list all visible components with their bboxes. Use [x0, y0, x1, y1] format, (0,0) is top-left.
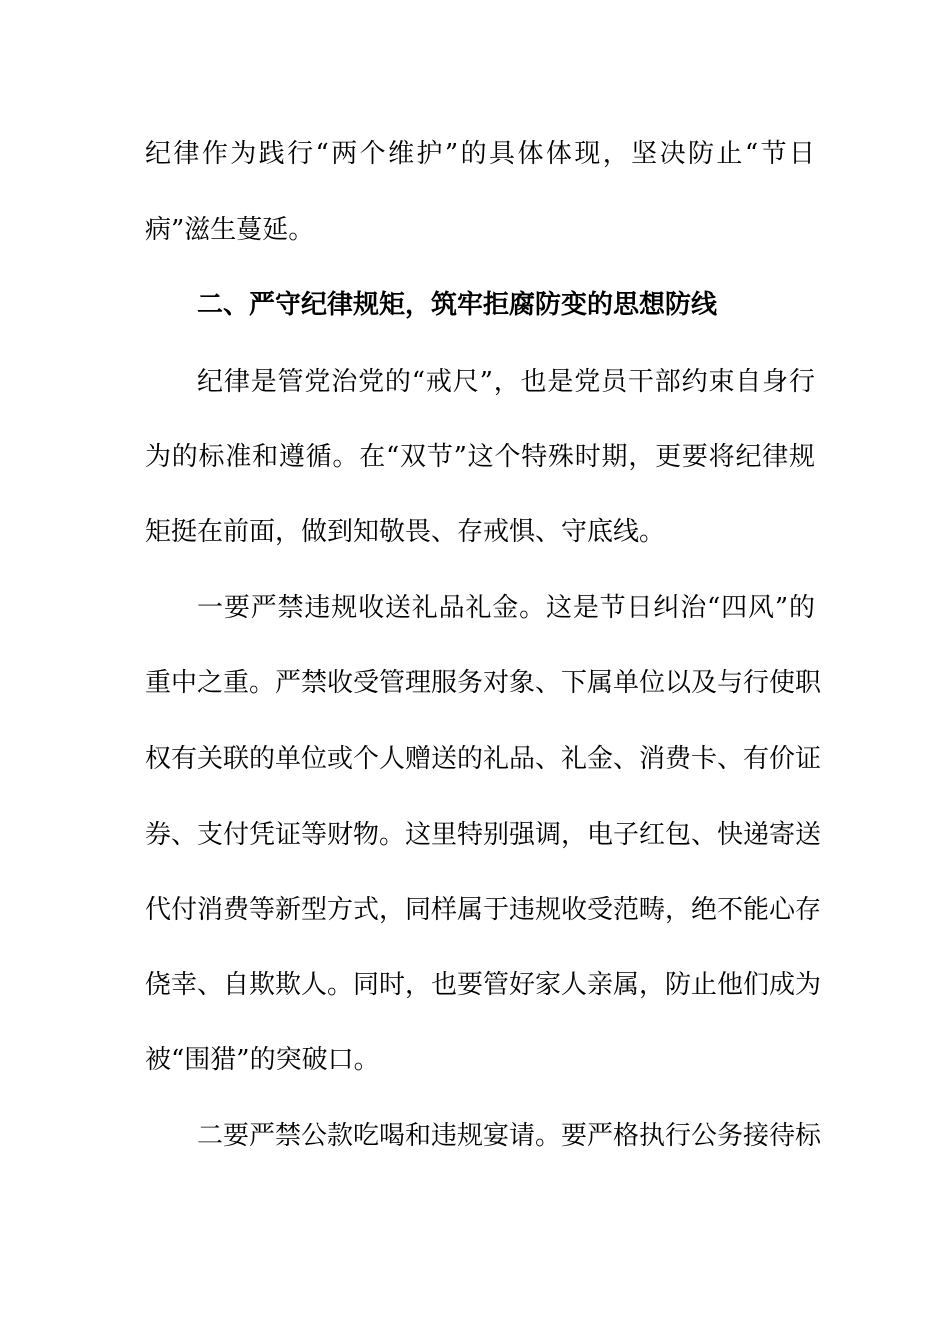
section-heading: 二、严守纪律规矩，筑牢拒腐防变的思想防线 [197, 290, 718, 320]
body-text-line: 重中之重。严禁收受管理服务对象、下属单位以及与行使职 [145, 668, 822, 698]
body-text-line: 权有关联的单位或个人赠送的礼品、礼金、消费卡、有价证 [145, 744, 822, 774]
body-text-line: 纪律作为践行“两个维护”的具体体现，坚决防止“节日 [145, 139, 815, 169]
body-text-line: 纪律是管党治党的“戒尺”，也是党员干部约束自身行 [197, 367, 815, 397]
body-text-line: 券、支付凭证等财物。这里特别强调，电子红包、快递寄送 [145, 820, 822, 850]
body-text-line: 矩挺在前面，做到知敬畏、存戒惧、守底线。 [145, 517, 666, 547]
body-text-line: 二要严禁公款吃喝和违规宴请。要严格执行公务接待标 [197, 1121, 822, 1151]
body-text-line: 病”滋生蔓延。 [145, 215, 315, 245]
body-text-line: 代付消费等新型方式，同样属于违规收受范畴，绝不能心存 [145, 895, 822, 925]
body-text-line: 为的标准和遵循。在“双节”这个特殊时期，更要将纪律规 [145, 442, 815, 472]
body-text-line: 一要严禁违规收送礼品礼金。这是节日纠治“四风”的 [197, 593, 815, 623]
body-text-line: 侥幸、自欺欺人。同时，也要管好家人亲属，防止他们成为 [145, 970, 822, 1000]
body-text-line: 被“围猎”的突破口。 [145, 1045, 380, 1075]
